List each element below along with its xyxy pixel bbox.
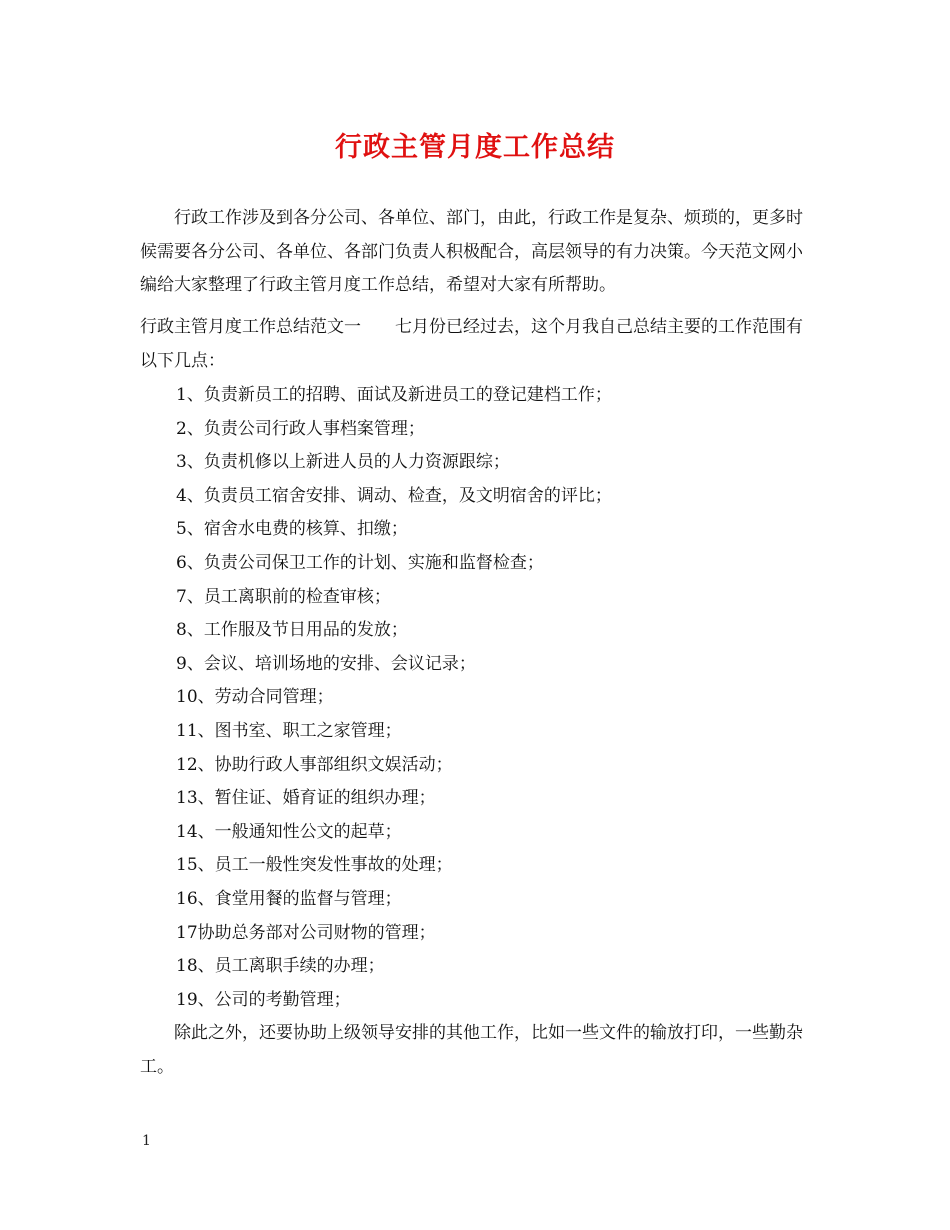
list-item: 16、食堂用餐的监督与管理； — [176, 888, 402, 909]
intro-section — [140, 202, 812, 303]
closing-section — [140, 1017, 812, 1084]
list-item: 15、员工一般性突发性事故的处理； — [176, 855, 453, 876]
list-item: 9、会议、培训场地的安排、会议记录； — [176, 653, 476, 674]
list-item: 11、图书室、职工之家管理； — [176, 720, 402, 741]
list-item: 13、暂住证、婚育证的组织办理； — [176, 788, 436, 809]
list-item: 17协助总务部对公司财物的管理； — [176, 922, 436, 943]
list-item: 6、负责公司保卫工作的计划、实施和监督检查； — [176, 552, 544, 573]
page-number: 1 — [142, 1133, 151, 1149]
list-item: 14、一般通知性公文的起草； — [176, 821, 402, 842]
list-item: 1、负责新员工的招聘、面试及新进员工的登记建档工作； — [176, 385, 612, 405]
duty-list — [176, 379, 816, 1017]
list-item: 4、负责员工宿舍安排、调动、检查，及文明宿舍的评比； — [176, 485, 612, 506]
sample-heading-section — [140, 311, 812, 378]
list-item: 8、工作服及节日用品的发放； — [176, 620, 408, 641]
list-item: 10、劳动合同管理； — [176, 687, 334, 708]
list-item: 19、公司的考勤管理； — [176, 989, 351, 1010]
list-item: 18、员工离职手续的办理； — [176, 956, 385, 977]
list-item: 7、员工离职前的检查审核； — [176, 586, 391, 607]
closing-paragraph: 除此之外，还要协助上级领导安排的其他工作，比如一些文件的输放打印，一些勤杂工。 — [140, 1023, 803, 1077]
sample-heading-line: 行政主管月度工作总结范文一 七月份已经过去，这个月我自己总结主要的工作范围有以下几点： — [140, 317, 803, 371]
list-item: 5、宿舍水电费的核算、扣缴； — [176, 519, 408, 540]
list-item: 2、负责公司行政人事档案管理； — [176, 418, 425, 439]
list-item: 12、协助行政人事部组织文娱活动； — [176, 754, 453, 775]
document-title: 行政主管月度工作总结 — [335, 132, 615, 163]
intro-paragraph: 行政工作涉及到各分公司、各单位、部门，由此，行政工作是复杂、烦琐的，更多时候需要各分公司、各单位、各部门负责人积极配合，高层领导的有力决策。今天范文网小编给大家整理了行政主管月度工作总结，希望对大家有所帮助。 — [140, 208, 803, 296]
list-item: 3、负责机修以上新进人员的人力资源跟综； — [176, 452, 510, 473]
